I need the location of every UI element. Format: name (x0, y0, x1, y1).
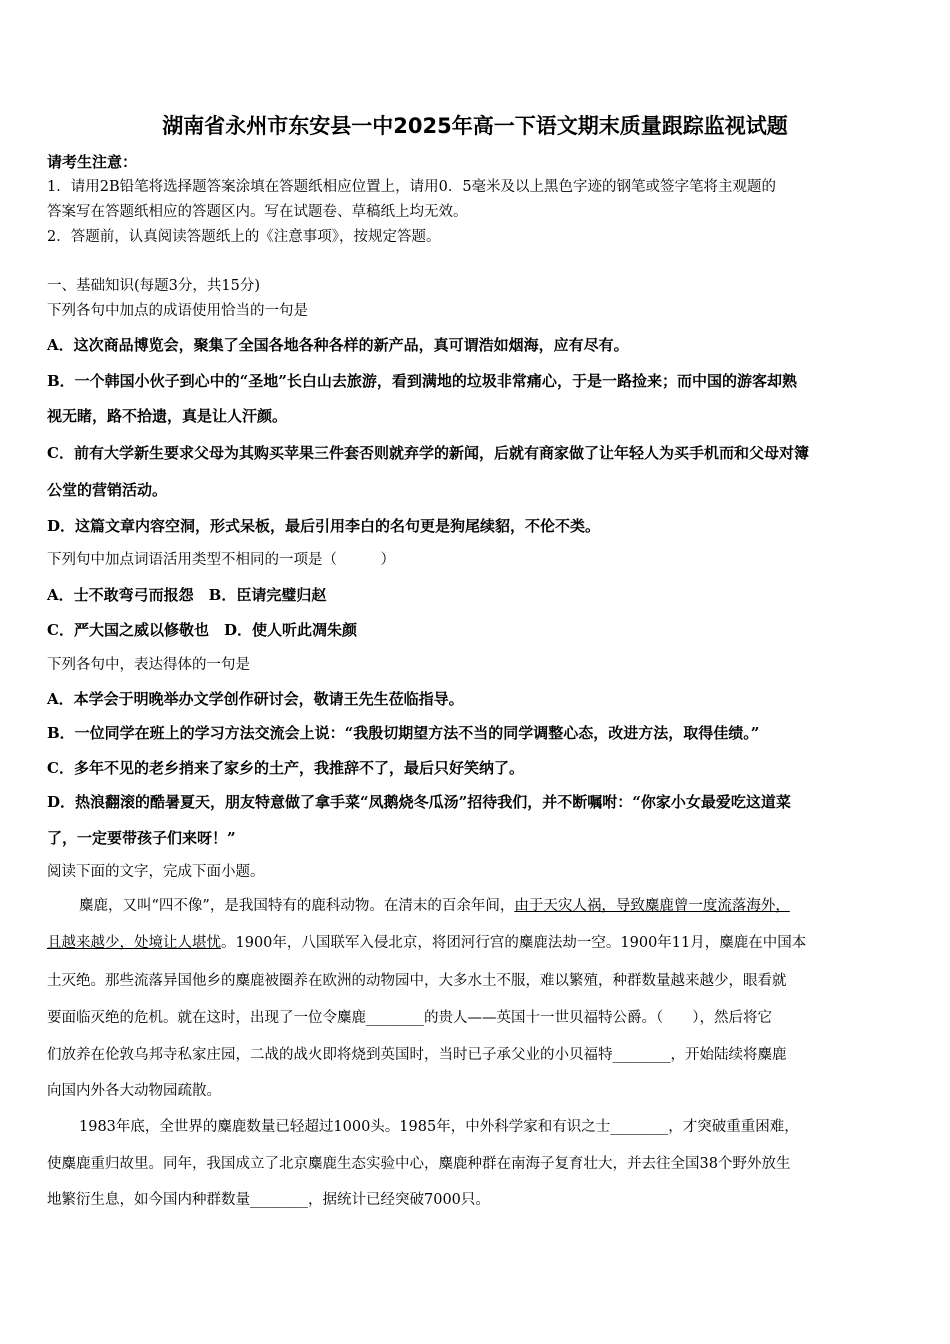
q1-stem: 下列各句中加点的成语使用恰当的一句是 (47, 303, 308, 319)
q3-option-d: D．热浪翻滚的酷暑夏天，朋友特意做了拿手菜“凤鹅烧冬瓜汤”招待我们，并不断嘱咐：“你家小女最爱吃这道菜 (47, 793, 791, 811)
notice-item-1-cont: 答案写在答题纸相应的答题区内。写在试题卷、草稿纸上均无效。 (47, 204, 468, 220)
underlined-sentence-cont: 且越来越少，处境让人堪忧 (47, 935, 221, 951)
notice-item-2: 2．答题前，认真阅读答题纸上的《注意事项》，按规定答题。 (47, 229, 441, 245)
q1-option-b: B．一个韩国小伙子到心中的“圣地”长白山去旅游，看到满地的垃圾非常痛心，于是一路捡来；而中国的游客却熟 (47, 372, 797, 390)
passage-p2-line2: 使麋鹿重归故里。同年，我国成立了北京麋鹿生态实验中心，麋鹿种群在南海子复育壮大，并去往全国38个野外放生 (47, 1156, 791, 1172)
section-heading: 一、基础知识(每题3分，共15分) (47, 278, 260, 294)
q1-option-d: D．这篇文章内容空洞，形式呆板，最后引用李白的名句更是狗尾续貂，不伦不类。 (47, 517, 601, 535)
page-title: 湖南省永州市东安县一中2025年高一下语文期末质量跟踪监视试题 (162, 114, 788, 138)
reading-intro: 阅读下面的文字，完成下面小题。 (47, 864, 265, 880)
underlined-sentence: 由于天灾人祸，导致麋鹿曾一度流落海外， (514, 898, 790, 914)
q3-option-c: C．多年不见的老乡捎来了家乡的土产，我推辞不了，最后只好笑纳了。 (47, 759, 524, 777)
q2-options-ab: A．士不敢弯弓而报怨 B．臣请完璧归赵 (47, 586, 327, 604)
q1-option-a: A．这次商品博览会，聚集了全国各地各种各样的新产品，真可谓浩如烟海，应有尽有。 (47, 336, 629, 354)
q1-option-b-cont: 视无睹，路不拾遗，真是让人汗颜。 (47, 407, 288, 425)
passage-p1-line2 (47, 933, 806, 953)
q2-stem: 下列句中加点词语活用类型不相同的一项是（ ） (47, 552, 395, 568)
q3-option-a: A．本学会于明晚举办文学创作研讨会，敬请王先生莅临指导。 (47, 690, 464, 708)
passage-p2-line1: 1983年底，全世界的麋鹿数量已轻超过1000头。1985年，中外科学家和有识之士________，才突破重重困难， (79, 1119, 799, 1135)
q3-option-d-cont: 了，一定要带孩子们来呀！” (47, 829, 236, 847)
q1-option-c: C．前有大学新生要求父母为其购买苹果三件套否则就弃学的新闻，后就有商家做了让年轻人为买手机而和父母对簿 (47, 444, 809, 462)
passage-p1-line1 (79, 896, 790, 916)
q3-stem: 下列各句中，表达得体的一句是 (47, 657, 250, 673)
notice-item-1: 1．请用2B铅笔将选择题答案涂填在答题纸相应位置上，请用0．5毫米及以上黑色字迹的钢笔或签字笔将主观题的 (47, 179, 777, 195)
passage-p1-line1-text: 麋鹿，又叫“四不像”，是我国特有的鹿科动物。在清末的百余年间， (79, 898, 515, 914)
passage-p1-line5: 们放养在伦敦乌邦寺私家庄园，二战的战火即将烧到英国时，当时已子承父业的小贝福特________，开始陆续将麋鹿 (47, 1047, 787, 1063)
q2-options-cd: C．严大国之威以修敬也 D．使人听此凋朱颜 (47, 621, 357, 639)
passage-p1-line2-text: 。1900年，八国联军入侵北京，将团河行宫的麋鹿法劫一空。1900年11月，麋鹿在中国本 (221, 935, 807, 951)
q3-option-b: B．一位同学在班上的学习方法交流会上说：“我殷切期望方法不当的同学调整心态，改进方法，取得佳绩。” (47, 724, 760, 742)
passage-p1-line3: 土灭绝。那些流落异国他乡的麋鹿被圈养在欧洲的动物园中，大多水土不服，难以繁殖，种群数量越来越少，眼看就 (47, 973, 787, 989)
q1-option-c-cont: 公堂的营销活动。 (47, 481, 168, 499)
passage-p1-line6: 向国内外各大动物园疏散。 (47, 1083, 221, 1099)
passage-p2-line3: 地繁衍生息，如今国内种群数量________，据统计已经突破7000只。 (47, 1192, 490, 1208)
passage-p1-line4: 要面临灭绝的危机。就在这时，出现了一位令麋鹿________的贵人——英国十一世贝福特公爵。（ ），然后将它 (47, 1010, 772, 1026)
notice-heading: 请考生注意： (47, 153, 138, 171)
